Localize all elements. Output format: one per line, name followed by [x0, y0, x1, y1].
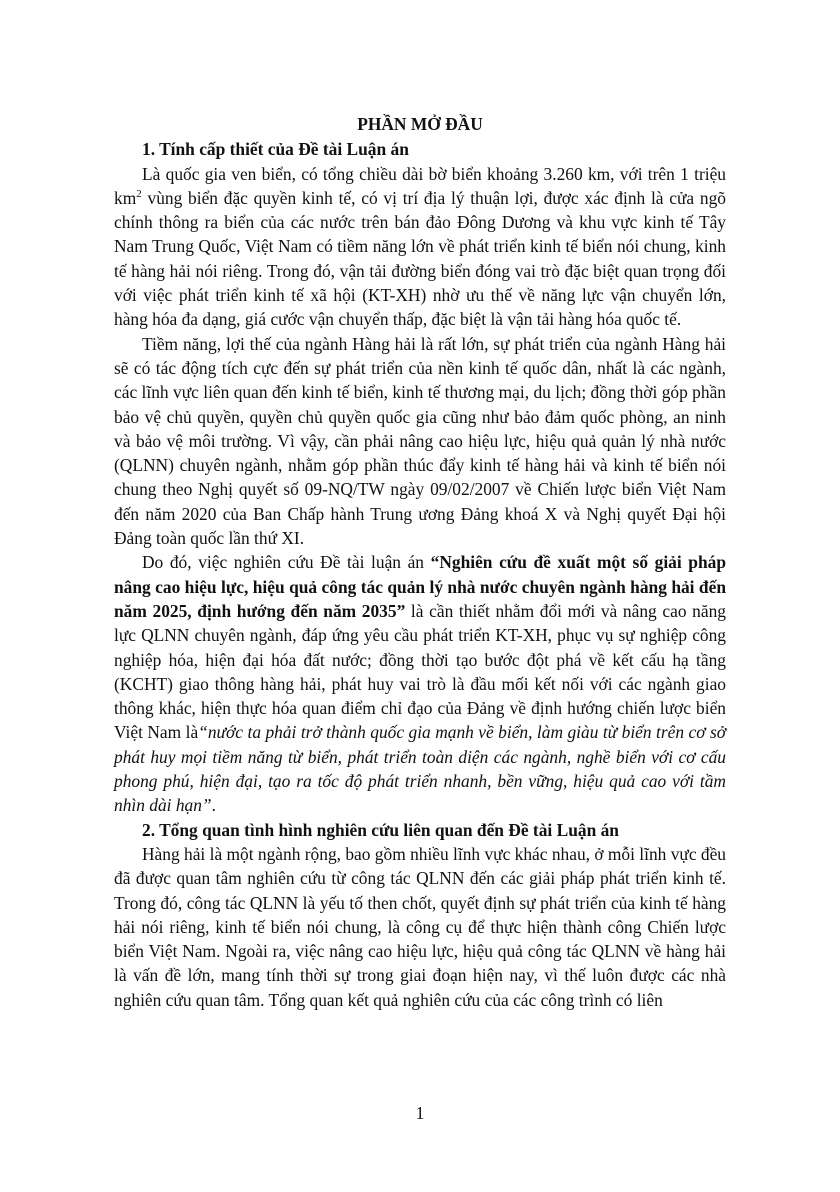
superscript: 2	[136, 188, 142, 201]
paragraph-text: vùng biển đặc quyền kinh tế, có vị trí địa lý thuận lợi, được xác định là cửa ngõ chính thông ra biển của các nước trên bán đảo Đông Dương và khu vực kinh tế Tây Nam Trung Quốc, Việt Nam có tiềm năng lớn về phát triển kinh tế biển nói chung, kinh tế hàng hải nói riêng. Trong đó, vận tải đường biển đóng vai trò đặc biệt quan trọng đối với việc phát triển kinh tế xã hội (KT-XH) nhờ ưu thế về năng lực vận chuyển lớn, hàng hóa đa dạng, giá cước vận chuyển thấp, đặc biệt là vận tải hàng hóa quốc tế.	[114, 187, 726, 330]
paragraph	[114, 550, 726, 817]
section-heading-2: 2. Tổng quan tình hình nghiên cứu liên quan đến Đề tài Luận án	[142, 819, 619, 840]
page-number: 1	[415, 1103, 425, 1123]
paragraph-text: Là quốc gia ven biển, có tổng chiều dài bờ biển khoảng 3.260 km, với trên 1 triệu km	[114, 163, 726, 208]
page-title: PHẦN MỞ ĐẦU	[357, 114, 483, 134]
paragraph-text: là cần thiết nhằm đổi mới và nâng cao năng lực QLNN chuyên ngành, đáp ứng yêu cầu phát triển KT-XH, phục vụ sự nghiệp công nghiệp hóa, hiện đại hóa đất nước; đồng thời tạo bước đột phá về kết cấu hạ tầng (KCHT) giao thông hàng hải, phát huy vai trò là đầu mối kết nối với các ngành giao thông khác, hiện thực hóa quan điểm chỉ đạo của Đảng về định hướng chiến lược biển Việt Nam là	[114, 600, 726, 743]
italic-quote: “nước ta phải trở thành quốc gia mạnh về biển, làm giàu từ biển trên cơ sở phát huy mọi tiềm năng từ biển, phát triển toàn diện các ngành, nghề biển với cơ cấu phong phú, hiện đại, tạo ra tốc độ phát triển nhanh, bền vững, hiệu quả cao với tầm nhìn dài hạn”	[114, 722, 726, 816]
page-body	[114, 112, 726, 1012]
paragraph	[114, 162, 726, 332]
paragraph: Hàng hải là một ngành rộng, bao gồm nhiều lĩnh vực khác nhau, ở mỗi lĩnh vực đều đã được quan tâm nghiên cứu từ công tác QLNN đến các giải pháp phát triển kinh tế. Trong đó, công tác QLNN là yếu tố then chốt, quyết định sự phát triển của kinh tế hàng hải nói riêng, kinh tế biển nói chung, là công cụ để thực hiện thành công Chiến lược biển Việt Nam. Ngoài ra, việc nâng cao hiệu lực, hiệu quả công tác QLNN về hàng hải là vấn đề lớn, mang tính thời sự trong giai đoạn hiện nay, vì thế luôn được các nhà nghiên cứu quan tâm. Tổng quan kết quả nghiên cứu của các công trình có liên	[114, 843, 726, 1010]
thesis-title-bold: “Nghiên cứu đề xuất một số giải pháp nâng cao hiệu lực, hiệu quả công tác quản lý nhà nước chuyên ngành hàng hải đến năm 2025, định hướng đến năm 2035”	[114, 552, 726, 621]
paragraph-text: Do đó, việc nghiên cứu Đề tài luận án	[142, 552, 431, 573]
section-heading-1: 1. Tính cấp thiết của Đề tài Luận án	[142, 139, 409, 160]
paragraph: Tiềm năng, lợi thế của ngành Hàng hải là rất lớn, sự phát triển của ngành Hàng hải sẽ có tác động tích cực đến sự phát triển của nền kinh tế quốc dân, nhất là các ngành, các lĩnh vực liên quan đến kinh tế biển, kinh tế thương mại, du lịch; đồng thời góp phần bảo vệ chủ quyền, quyền chủ quyền quốc gia cũng như bảo đảm quốc phòng, an ninh và bảo vệ môi trường. Vì vậy, cần phải nâng cao hiệu lực, hiệu quả quản lý nhà nước (QLNN) chuyên ngành, nhằm góp phần thúc đẩy kinh tế hàng hải và kinh tế biển nói chung theo Nghị quyết số 09-NQ/TW ngày 09/02/2007 về Chiến lược biển Việt Nam đến năm 2020 của Ban Chấp hành Trung ương Đảng khoá X và Nghị quyết Đại hội Đảng toàn quốc lần thứ XI.	[114, 333, 726, 549]
paragraph-text: .	[211, 795, 216, 816]
